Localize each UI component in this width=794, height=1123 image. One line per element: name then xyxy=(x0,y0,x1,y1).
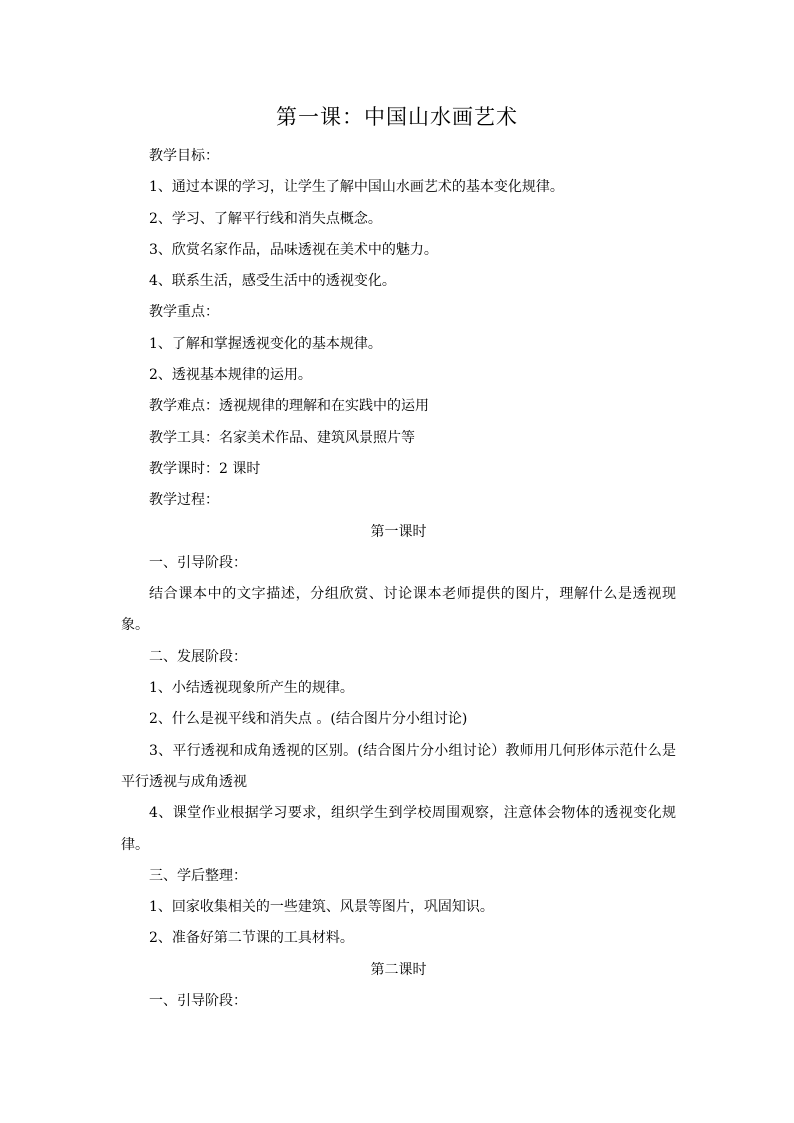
difficulty-line: 教学难点：透视规律的理解和在实践中的运用 xyxy=(149,398,429,415)
objective-item: 3、欣赏名家作品，品味透视在美术中的魅力。 xyxy=(149,241,438,258)
objective-item: 1、通过本课的学习，让学生了解中国山水画艺术的基本变化规律。 xyxy=(149,179,564,196)
objective-item: 4、联系生活，感受生活中的透视变化。 xyxy=(149,273,396,290)
lesson1-stage2-heading: 二、发展阶段： xyxy=(149,648,247,665)
objectives-heading: 教学目标： xyxy=(149,148,219,164)
lesson1-heading: 第一课时 xyxy=(370,523,427,540)
page-title: 第一课：中国山水画艺术 xyxy=(276,105,518,129)
keypoint-item: 1、了解和掌握透视变化的基本规律。 xyxy=(149,335,382,352)
lesson1-stage3-item: 2、准备好第二节课的工具材料。 xyxy=(149,930,354,947)
document-body xyxy=(121,141,676,1017)
lesson2-heading: 第二课时 xyxy=(370,961,427,978)
lesson2-stage1-heading: 一、引导阶段： xyxy=(149,993,247,1010)
lesson1-stage3-heading: 三、学后整理： xyxy=(149,867,247,884)
lesson1-stage1-heading: 一、引导阶段： xyxy=(149,554,247,571)
lesson1-stage1-text: 结合课本中的文字描述，分组欣赏、讨论课本老师提供的图片，理解什么是透视现象。 xyxy=(121,586,676,634)
lesson1-stage2-item: 4、课堂作业根据学习要求，组织学生到学校周围观察，注意体会物体的透视变化规律。 xyxy=(121,805,676,853)
objective-item: 2、学习、了解平行线和消失点概念。 xyxy=(149,210,382,227)
lesson1-stage3-item: 1、回家收集相关的一些建筑、风景等图片，巩固知识。 xyxy=(149,899,494,916)
lesson1-stage2-item: 2、什么是视平线和消失点 。(结合图片分小组讨论) xyxy=(149,711,468,728)
tools-line: 教学工具：名家美术作品、建筑风景照片等 xyxy=(149,429,415,446)
lesson1-stage2-item: 1、小结透视现象所产生的规律。 xyxy=(149,680,354,697)
keypoints-heading: 教学重点： xyxy=(149,304,219,321)
hours-line: 教学课时：2 课时 xyxy=(149,460,261,477)
keypoint-item: 2、透视基本规律的运用。 xyxy=(149,367,312,384)
process-heading: 教学过程： xyxy=(149,492,219,509)
lesson1-stage2-item: 3、平行透视和成角透视的区别。(结合图片分小组讨论）教师用几何形体示范什么是平行透视与成角透视 xyxy=(121,742,676,790)
